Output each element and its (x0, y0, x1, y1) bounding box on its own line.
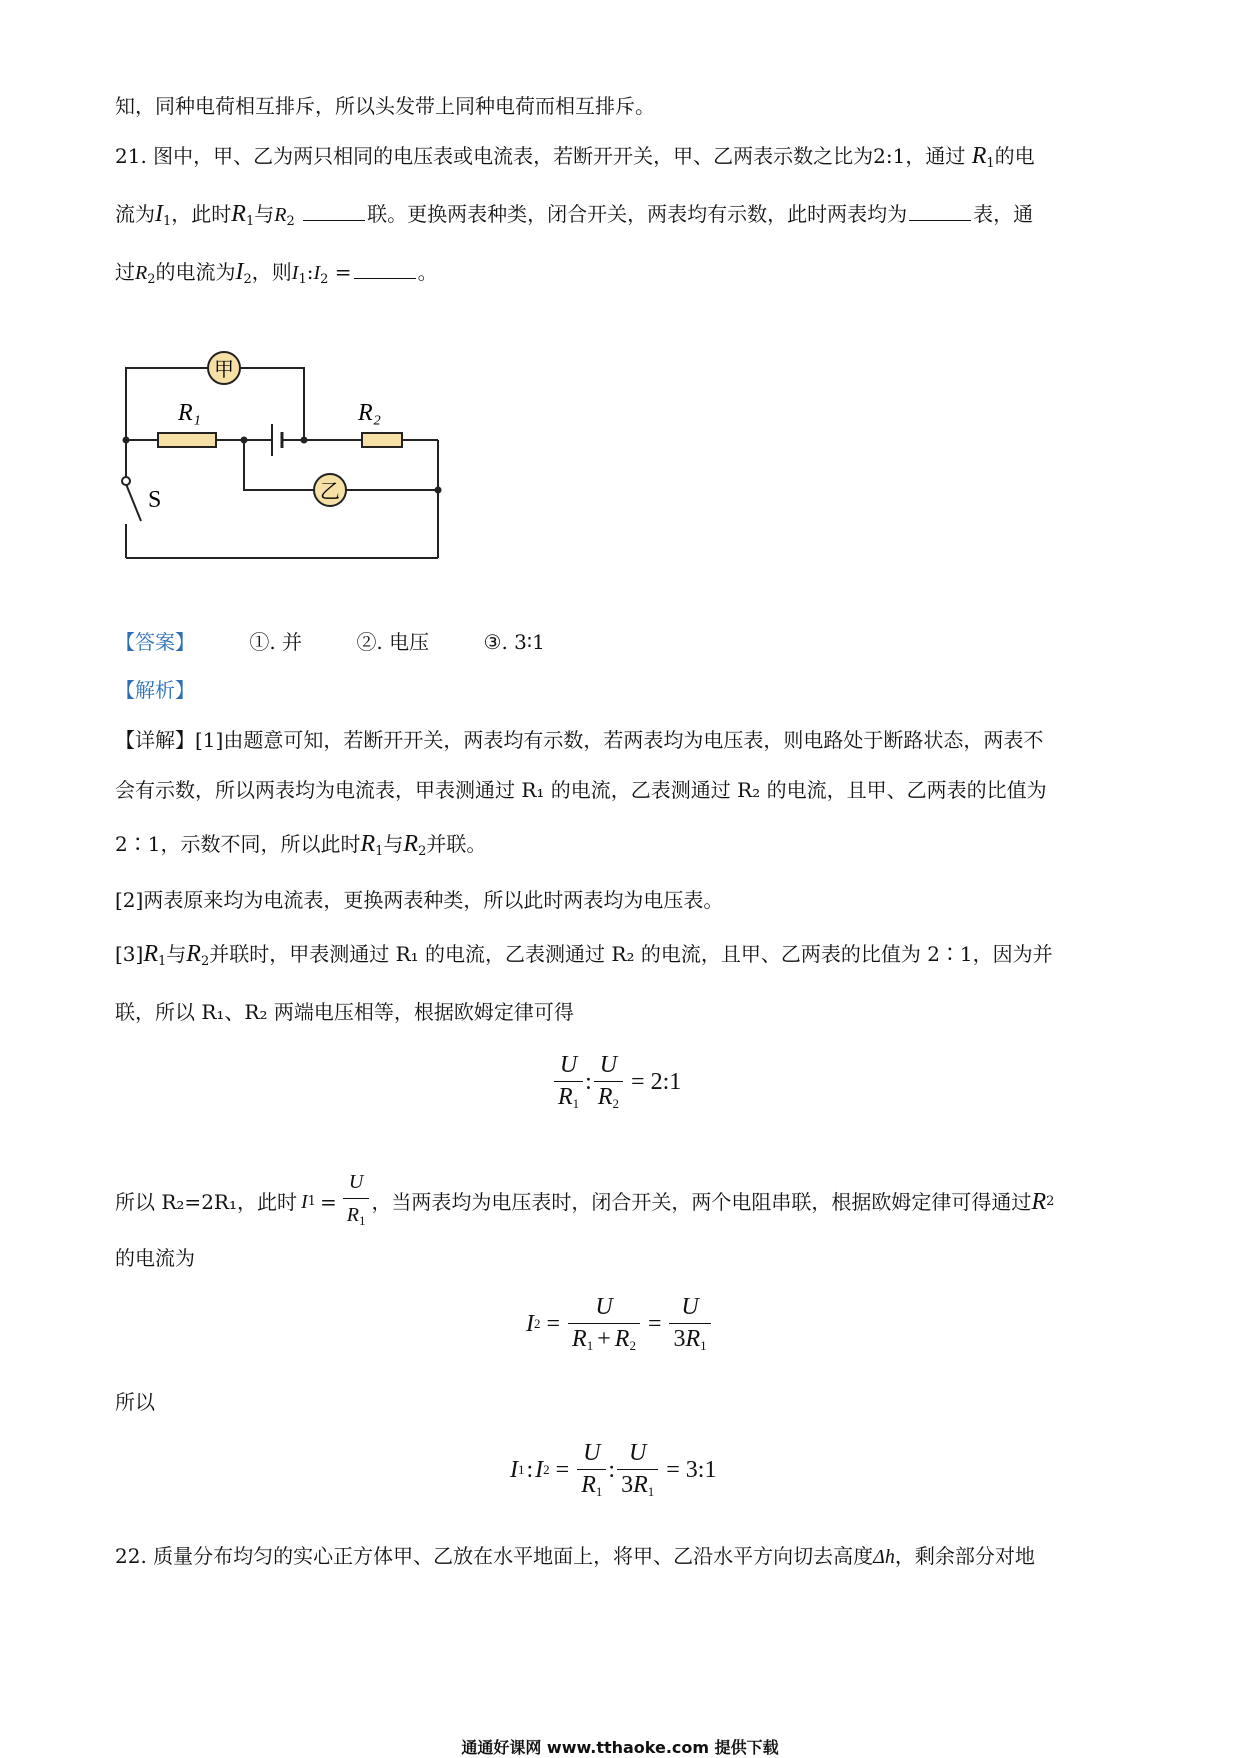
fraction: $\frac{U}{3R_1}$ (669, 1294, 710, 1354)
page-footer: 通通好课网 www.tthaoke.com 提供下载 (461, 1738, 779, 1757)
analysis-label: 【解析】 (115, 678, 195, 702)
label-r1: R₁ (178, 400, 202, 426)
formula-voltage-ratio: $\frac{U}{R_1}$ : $\frac{U}{R_2}$ = 2:1 (552, 1052, 681, 1112)
formula-current-i2: I 2 = $\frac{U}{R_1 + R_2}$ = $\frac{U}{3R_1}$ (526, 1294, 713, 1354)
junction-dot (301, 437, 308, 444)
label-switch: S (148, 487, 162, 513)
detail-line-5: $[3]R_1$与$R_2$并联时，甲表测通过 R₁ 的电流，乙表测通过 R₂ 的电流，且甲、乙两表的比值为 2∶1，因为并 (115, 941, 1053, 969)
resistor-r1 (158, 433, 216, 447)
fraction: $\frac{U}{3R_1}$ (617, 1440, 658, 1500)
meter-yi-label: 乙 (320, 479, 340, 503)
detail-line-6: 联，所以 R₁、R₂ 两端电压相等，根据欧姆定律可得 (115, 1000, 574, 1024)
fraction: $\frac{U}{R_2}$ (594, 1052, 623, 1112)
detail-line-1: 【详解】[1]由题意可知，若断开开关，两表均有示数，若两表均为电压表，则电路处于断路状态，两表不 (115, 728, 1044, 752)
question-22-line-1: 22. 质量分布均匀的实心正方体甲、乙放在水平地面上，将甲、乙沿水平方向切去高度Δh，剩余部分对地 (115, 1544, 1035, 1568)
junction-dot (241, 437, 248, 444)
junction-dot (123, 437, 130, 444)
answer-line: 【答案】 ①. 并 ②. 电压 ③. 3∶1 (115, 630, 545, 654)
detail-line-7: 所以 R₂=2R₁，此时 I 1 = $\frac{U}{R_1}$ ，当两表均为电压表时，闭合开关，两个电阻串联，根据欧姆定律可得通过 R 2 (115, 1168, 1054, 1235)
detail-line-2: 会有示数，所以两表均为电流表，甲表测通过 R₁ 的电流，乙表测通过 R₂ 的电流，且甲、乙两表的比值为 (115, 778, 1047, 802)
text-line-1: 知，同种电荷相互排斥，所以头发带上同种电荷而相互排斥。 (115, 94, 655, 118)
question-21-line-3: 过$R_2$的电流为$I_2$，则$I_1:I_2$ = 。 (115, 259, 438, 287)
question-21-line-2: 流为$I_1$，此时$R_1$与$R_2$ 联。更换两表种类，闭合开关，两表均有示数，此时两表均为 表，通 (115, 201, 1034, 229)
answer-blank-1[interactable] (303, 202, 365, 221)
detail-line-4: [2]两表原来均为电流表，更换两表种类，所以此时两表均为电压表。 (115, 888, 724, 912)
circuit-diagram (100, 340, 460, 560)
answer-blank-3[interactable] (354, 260, 416, 279)
detail-line-9: 所以 (115, 1390, 155, 1414)
question-21-line-1: 21. 图中，甲、乙为两只相同的电压表或电流表，若断开开关，甲、乙两表示数之比为2:1，通过 $R_1$的电 (115, 143, 1035, 171)
fraction: $\frac{U}{R_1}$ (343, 1168, 370, 1235)
resistor-r2 (362, 433, 402, 447)
meter-jia-label: 甲 (214, 357, 234, 381)
fraction: $\frac{U}{R_1}$ (577, 1440, 606, 1500)
detail-line-8: 的电流为 (115, 1246, 195, 1270)
label-r2: R₂ (358, 400, 382, 426)
fraction: $\frac{U}{R_1 + R_2}$ (568, 1294, 640, 1354)
detail-line-3: 2∶1，示数不同，所以此时$R_1$与$R_2$并联。 (115, 831, 487, 859)
switch-pivot (122, 477, 130, 485)
junction-dot (435, 487, 442, 494)
formula-current-ratio: I 1 : I 2 = $\frac{U}{R_1}$ : $\frac{U}{3R_1}$ = 3:1 (510, 1440, 717, 1499)
fraction: $\frac{U}{R_1}$ (554, 1052, 583, 1112)
answer-blank-2[interactable] (909, 202, 971, 221)
